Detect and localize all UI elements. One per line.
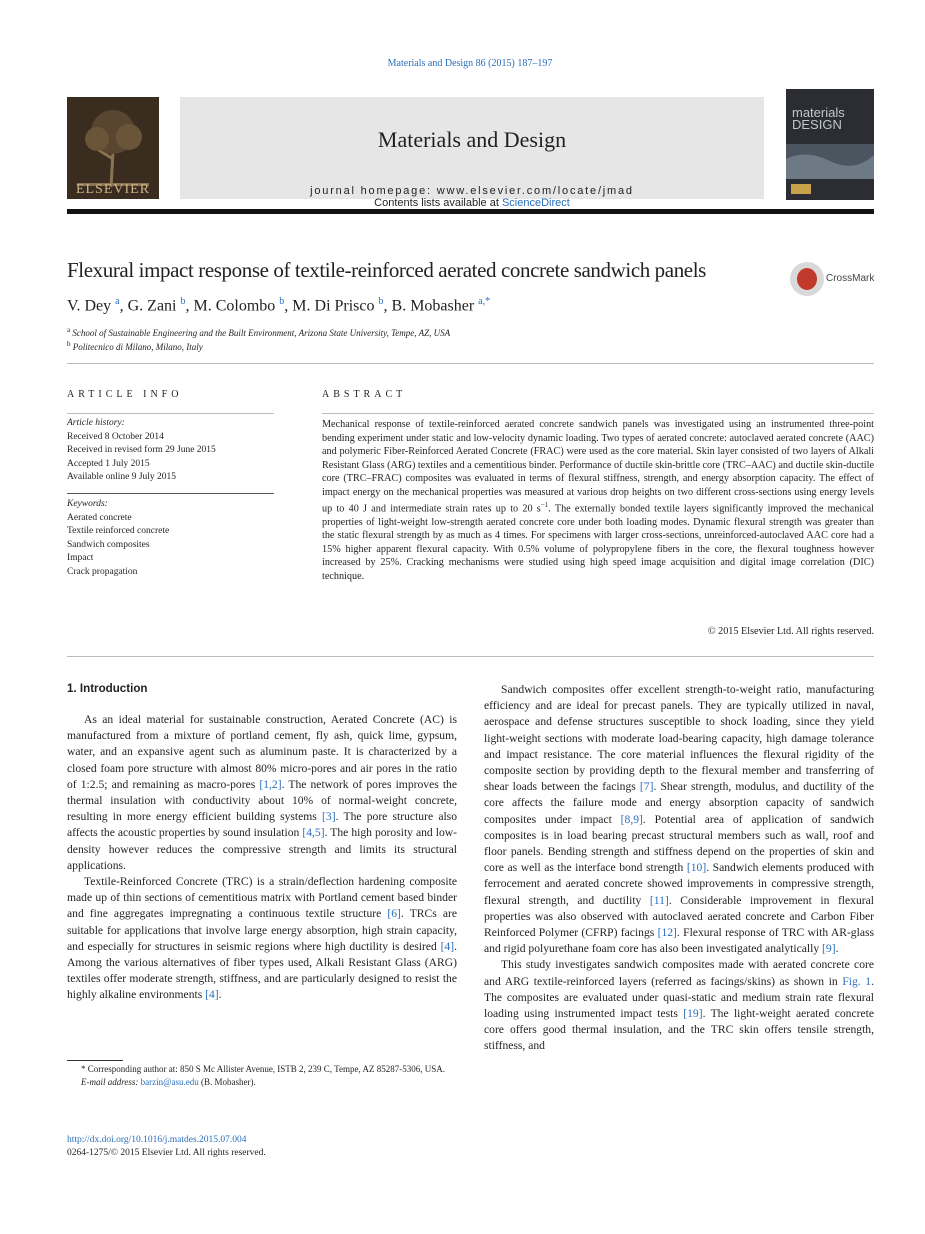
keyword: Sandwich composites <box>67 539 150 550</box>
citation-link[interactable]: [7] <box>639 780 654 794</box>
email-link[interactable]: barzin@asu.edu <box>140 1077 199 1087</box>
citation-link[interactable]: [1,2] <box>259 777 282 791</box>
journal-homepage[interactable]: journal homepage: www.elsevier.com/locate/jmad <box>310 185 634 197</box>
footnote: * Corresponding author at: 850 S Mc Allister Avenue, ISTB 2, 239 C, Tempe, AZ 85287-5306, USA. E-mail address: barzin@asu.edu (B. Mobasher). <box>81 1064 446 1087</box>
keyword: Textile reinforced concrete <box>67 526 170 536</box>
crossmark-icon[interactable] <box>790 262 824 296</box>
journal-header <box>180 97 764 209</box>
affiliation-b: $^b$ Politecnico di Milano, Milano, Italy <box>67 340 203 352</box>
corresponding-author: Corresponding author at: 850 S Mc Allister Avenue, ISTB 2, 239 C, Tempe, AZ 85287-5306, USA. <box>87 1064 446 1074</box>
citation-link[interactable]: Fig. 1 <box>842 974 872 988</box>
section-heading: 1. Introduction <box>67 682 148 695</box>
abstract-copyright: © 2015 Elsevier Ltd. All rights reserved. <box>707 626 874 637</box>
abstract-heading: ABSTRACT <box>322 389 407 400</box>
body-column-left <box>67 712 457 1004</box>
divider <box>67 363 874 364</box>
citation-link[interactable]: [4,5] <box>302 826 325 840</box>
author-name: M. Di Prisco <box>292 297 379 315</box>
citation-link[interactable]: [19] <box>683 1007 703 1021</box>
citation-link[interactable]: [8,9] <box>620 812 643 826</box>
author-name: M. Colombo <box>193 297 280 315</box>
author-affiliation-mark[interactable]: b <box>279 296 285 307</box>
citation-link[interactable]: [3] <box>322 810 336 824</box>
issn-line: 0264-1275/© 2015 Elsevier Ltd. All rights reserved. <box>67 1148 266 1158</box>
citation-link[interactable]: [11] <box>649 893 669 907</box>
elsevier-wordmark: ELSEVIER <box>75 182 151 197</box>
keyword: Crack propagation <box>67 566 138 577</box>
keyword: Impact <box>67 553 94 563</box>
article-info-heading: ARTICLE INFO <box>67 389 183 400</box>
journal-cover <box>786 89 874 200</box>
abstract-rule <box>322 413 874 414</box>
keywords <box>67 498 274 579</box>
article-history <box>67 417 274 485</box>
doi-block <box>67 1134 266 1160</box>
contents-line <box>180 197 764 209</box>
citation-link[interactable]: [12] <box>657 926 677 940</box>
paragraph: Sandwich composites offer excellent strength-to-weight ratio, manufacturing efficiency and are ideal for precast panels. They are typically utilized in naval, aerospace and defense structures susceptible to shock loading, since they yield light-weight sections with moderate load-bearing capacity, high damage tolerance and impact resistance. The core material influences the flexural rigidity of the composite section by providing depth to the flexural member and transferring of shear loads between the facings [7]. Shear strength, modulus, and ductility of the core affects the failure mode and energy absorption capacity of sandwich composites under impact [8,9]. Potential area of application of sandwich composites is in load bearing precast structural members such as wall, roof and floor panels. Bending strength and stiffness depend on the properties of skin and core as well as the interface bond strength [10]. Sandwich elements produced with ferrocement and aerated concrete showed improvements in compressive strength, flexural strength, and ductility [11]. Considerable improvement in flexural properties was also observed with autoclaved aerated concrete and Carbon Fiber Reinforced Polymer (CFRP) facings [12]. Flexural response of TRC with AR-glass and rigid polyurethane foam core has also been investigated analytically [9]. <box>484 683 875 956</box>
citation-link[interactable]: [6] <box>387 907 401 921</box>
info-rule <box>67 413 274 414</box>
history-online: Available online 9 July 2015 <box>67 472 177 482</box>
author-name: B. Mobasher <box>391 297 479 315</box>
history-revised: Received in revised form 29 June 2015 <box>67 445 216 455</box>
header-rule <box>67 209 874 214</box>
body-column-right <box>484 682 874 1055</box>
history-received: Received 8 October 2014 <box>67 431 164 442</box>
author-affiliation-mark[interactable]: a <box>115 296 120 307</box>
author-name: V. Dey <box>67 297 116 315</box>
article-title: Flexural impact response of textile-reinforced aerated concrete sandwich panels <box>67 258 706 282</box>
journal-citation[interactable]: Materials and Design 86 (2015) 187–197 <box>387 58 553 69</box>
sciencedirect-link[interactable]: ScienceDirect <box>501 197 570 209</box>
journal-name: Materials and Design <box>377 127 567 152</box>
doi-link[interactable]: http://dx.doi.org/10.1016/j.matdes.2015.07.004 <box>67 1135 247 1145</box>
keyword: Aerated concrete <box>67 512 132 523</box>
paragraph: This study investigates sandwich composites made with aerated concrete core and ARG textile-reinforced layers (referred as facings/skins) as shown in Fig. 1. The composites are evaluated under quasi-static and medium strain rate flexural loading using instrumented impact tests [19]. The light-weight aerated concrete core offers good thermal insulation, and the TRC skin offers tensile strength, stiffness, and <box>484 958 875 1053</box>
citation-link[interactable]: [10] <box>686 861 707 875</box>
citation-link[interactable]: [4] <box>440 939 455 953</box>
abstract-text: Mechanical response of textile-reinforced aerated concrete sandwich panels was investigated using an instrumented three-point bending experiment under static and low-velocity dynamic loading. Two types of aerated concrete: autoclaved aerated concrete (AAC) and polymeric Fiber-Reinforced Aerated Concrete (FRAC) were used as the core material. Skin layer consisted of two layers of Alkali Resistant Glass (ARG) textiles and a cementitious binder. Performance of ductile skin-brittle core (TRC–AAC) and ductile skin-ductile core (TRC–FRAC) composites was evaluated in terms of flexural stiffness, strength, and energy absorption capacity. The effect of impact energy on the mechanical properties was measured at various drop heights on two different cross-sections using energy levels up to 40 J and intermediate strain rates up to 20 $s^{-1}$. The externally bonded textile layers significantly improved the mechanical properties of light-weight low-strength aerated concrete core under both loading modes. Dynamic flexural strength was greater than the static flexural strength by as much as 4 times. For specimens with larger cross-sections, unreinforced-autoclaved AAC core had a 15% higher apparent flexural capacity. With 0.5% volume of polypropylene fibers in the core, the flexural toughness however increased by 25%. Cracking mechanisms were studied using high speed image acquisition and digital image correlation (DIC) technique. <box>322 419 874 582</box>
author-list: V. Dey $^a$, G. Zani $^b$, M. Colombo $^b$, M. Di Prisco $^b$, B. Mobasher $^{a,*}$ <box>67 296 491 315</box>
crossmark-label[interactable]: CrossMark <box>826 273 875 284</box>
author-affiliation-mark[interactable]: a,* <box>478 296 491 307</box>
paragraph: As an ideal material for sustainable construction, Aerated Concrete (AC) is manufactured from a mixture of portland cement, fly ash, quick lime, gypsum, water, and an expansive agent such as aluminum paste. It is characterized by a closed foam pore structure with almost 80% micro-pores and air pores in the ratio of 1:2.5; and remaining as macro-pores [1,2]. The network of pores improves the thermal insulation with conductivity about 10% of normal-weight concrete, resulting in more energy efficient building systems [3]. The pore structure also affects the acoustic properties by sound insulation [4,5]. The high porosity and low-density however reduces the compressive strength and limits its structural applications. <box>67 713 457 872</box>
paragraph: Textile-Reinforced Concrete (TRC) is a strain/deflection hardening composite made up of thin sections of cementitious matrix with Portland cement based binder and fine aggregates impregnating a continuous textile structure [6]. TRCs are suitable for applications that involve large energy absorption, high strain capacity, and especially for structures in seismic regions where high ductility is desired [4]. Among the various alternatives of fiber types used, Alkali Resistant Glass (ARG) textiles offer moderate strength, stiffness, and are particularly designed to resist the highly alkaline environments [4]. <box>67 875 457 1002</box>
author-name: G. Zani <box>127 297 181 315</box>
citation-link[interactable]: [9] <box>822 942 836 956</box>
keywords-rule <box>67 493 274 494</box>
author-affiliation-mark[interactable]: b <box>378 296 384 307</box>
citation-link[interactable]: [4] <box>205 988 219 1002</box>
elsevier-logo <box>67 97 159 199</box>
cover-title: materials DESIGN <box>792 105 845 132</box>
footnote-rule <box>67 1060 123 1061</box>
history-accepted: Accepted 1 July 2015 <box>67 458 150 469</box>
keywords-label: Keywords: <box>67 499 108 509</box>
history-label: Article history: <box>67 418 125 428</box>
contents-prefix: Contents lists available at <box>374 197 502 209</box>
author-affiliation-mark[interactable]: b <box>180 296 186 307</box>
affiliation-a: $^a$ School of Sustainable Engineering and the Built Environment, Arizona State University, Tempe, AZ, USA <box>67 326 451 338</box>
divider <box>67 656 874 657</box>
